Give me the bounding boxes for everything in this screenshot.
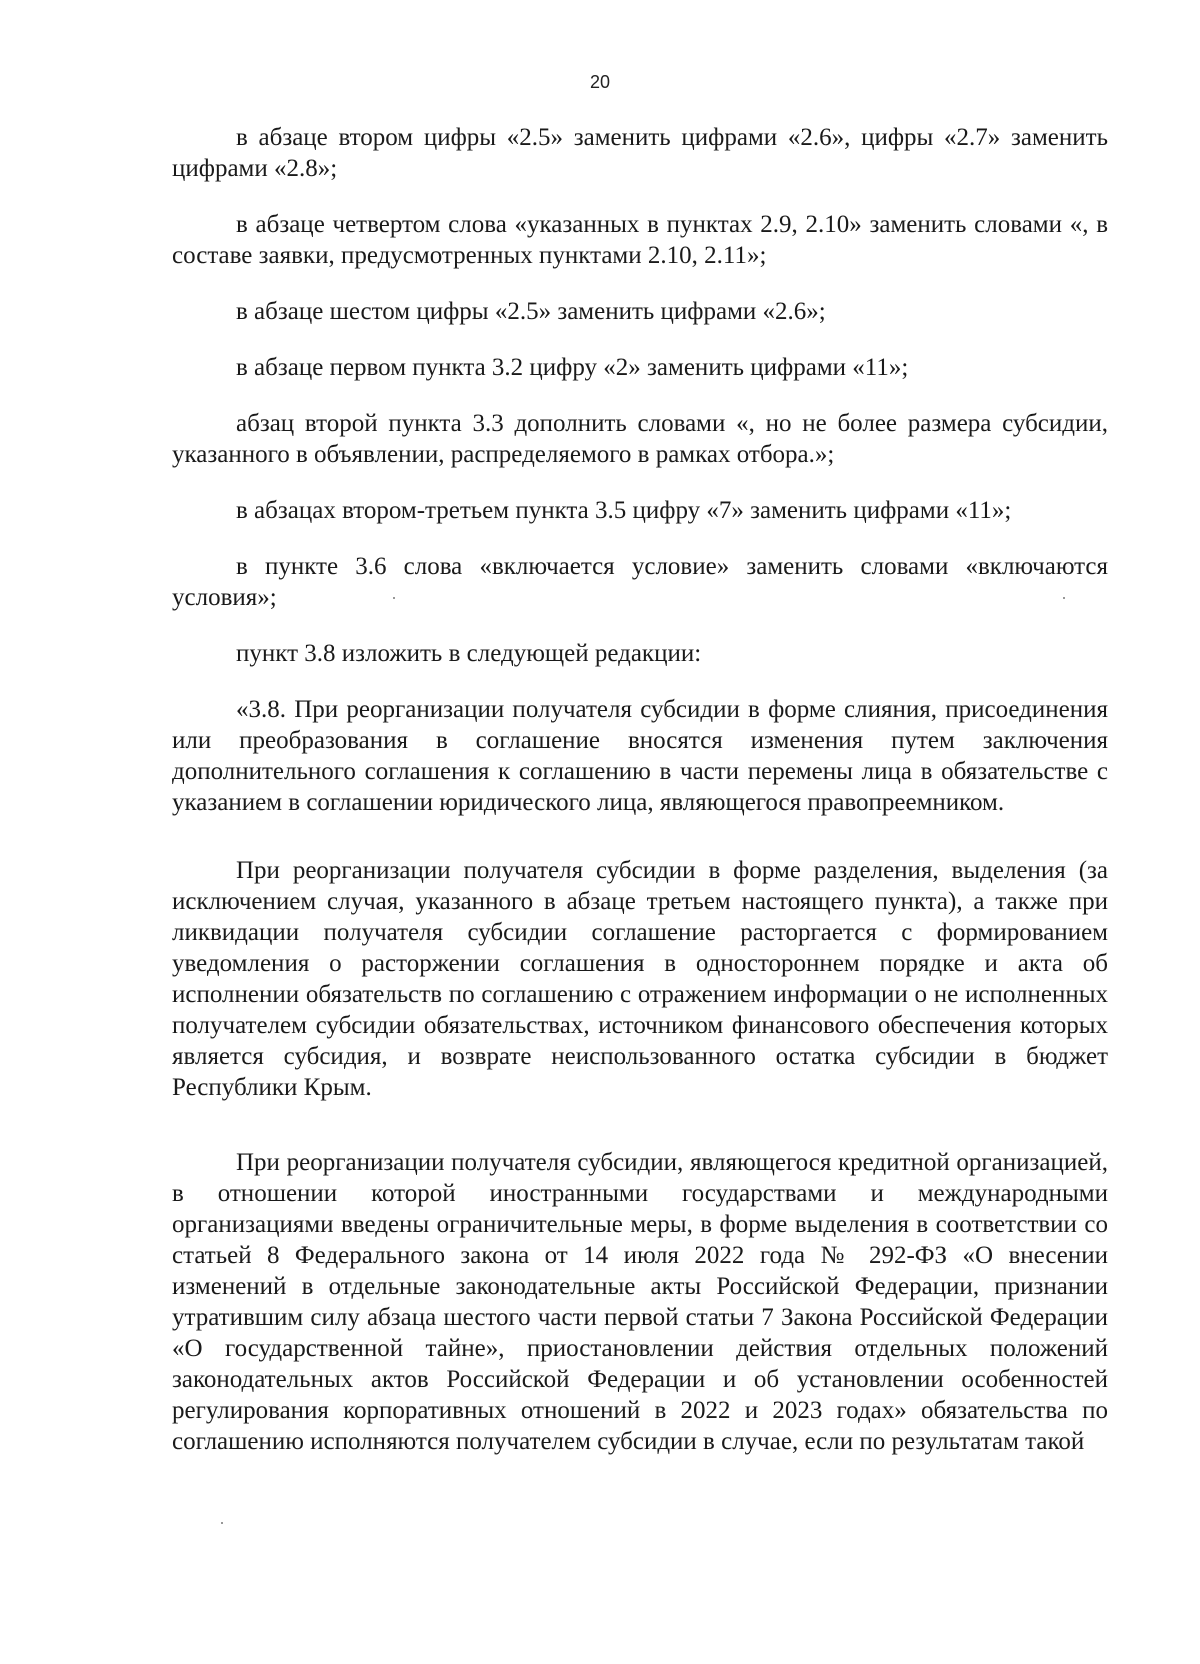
paragraph-3: в абзаце шестом цифры «2.5» заменить цифрами «2.6»;: [236, 298, 826, 325]
document-body: [172, 122, 1108, 1457]
page-number: 20: [589, 72, 611, 92]
paragraph-11: При реорганизации получателя субсидии, являющегося кредитной организацией, в отношении которой иностранными государствами и международными организациями введены ограничительные меры, в форме выделения в соответствии со статьей 8 Федерального закона от 14 июля 2022 года № 292-ФЗ «О внесении изменений в отдельные законодательные акты Российской Федерации, признании утратившим силу абзаца шестого части первой статьи 7 Закона Российской Федерации «О государственной тайне», приостановлении действия отдельных положений законодательных актов Российской Федерации и об установлении особенностей регулирования корпоративных отношений в 2022 и 2023 годах» обязательства по соглашению исполняются получателем субсидии в случае, если по результатам такой: [172, 1149, 1108, 1455]
scan-speck: [393, 597, 395, 599]
paragraph-9: «3.8. При реорганизации получателя субсидии в форме слияния, присоединения или преобразования в соглашение вносятся изменения путем заключения дополнительного соглашения к соглашению в части перемены лица в обязательстве с указанием в соглашении юридического лица, являющегося правопреемником.: [172, 696, 1108, 816]
paragraph-10: При реорганизации получателя субсидии в форме разделения, выделения (за исключением случая, указанного в абзаце третьем настоящего пункта), а также при ликвидации получателя субсидии соглашение расторгается с формированием уведомления о расторжении соглашения в одностороннем порядке и акта об исполнении обязательств по соглашению с отражением информации о не исполненных получателем субсидии обязательствах, источником финансового обеспечения которых является субсидия, и возврате неиспользованного остатка субсидии в бюджет Республики Крым.: [172, 857, 1108, 1101]
paragraph-2: в абзаце четвертом слова «указанных в пунктах 2.9, 2.10» заменить словами «, в составе заявки, предусмотренных пунктами 2.10, 2.11»;: [172, 211, 1108, 269]
paragraph-8: пункт 3.8 изложить в следующей редакции:: [236, 640, 702, 667]
scan-speck: [1063, 597, 1065, 599]
scan-speck: [221, 1522, 223, 1524]
paragraph-7: в пункте 3.6 слова «включается условие» заменить словами «включаются условия»;: [172, 553, 1108, 611]
paragraph-6: в абзацах втором-третьем пункта 3.5 цифру «7» заменить цифрами «11»;: [236, 497, 1012, 524]
paragraph-5: абзац второй пункта 3.3 дополнить словами «, но не более размера субсидии, указанного в объявлении, распределяемого в рамках отбора.»;: [172, 410, 1108, 468]
paragraph-4: в абзаце первом пункта 3.2 цифру «2» заменить цифрами «11»;: [236, 354, 909, 381]
paragraph-1: в абзаце втором цифры «2.5» заменить цифрами «2.6», цифры «2.7» заменить цифрами «2.8»;: [172, 124, 1108, 182]
